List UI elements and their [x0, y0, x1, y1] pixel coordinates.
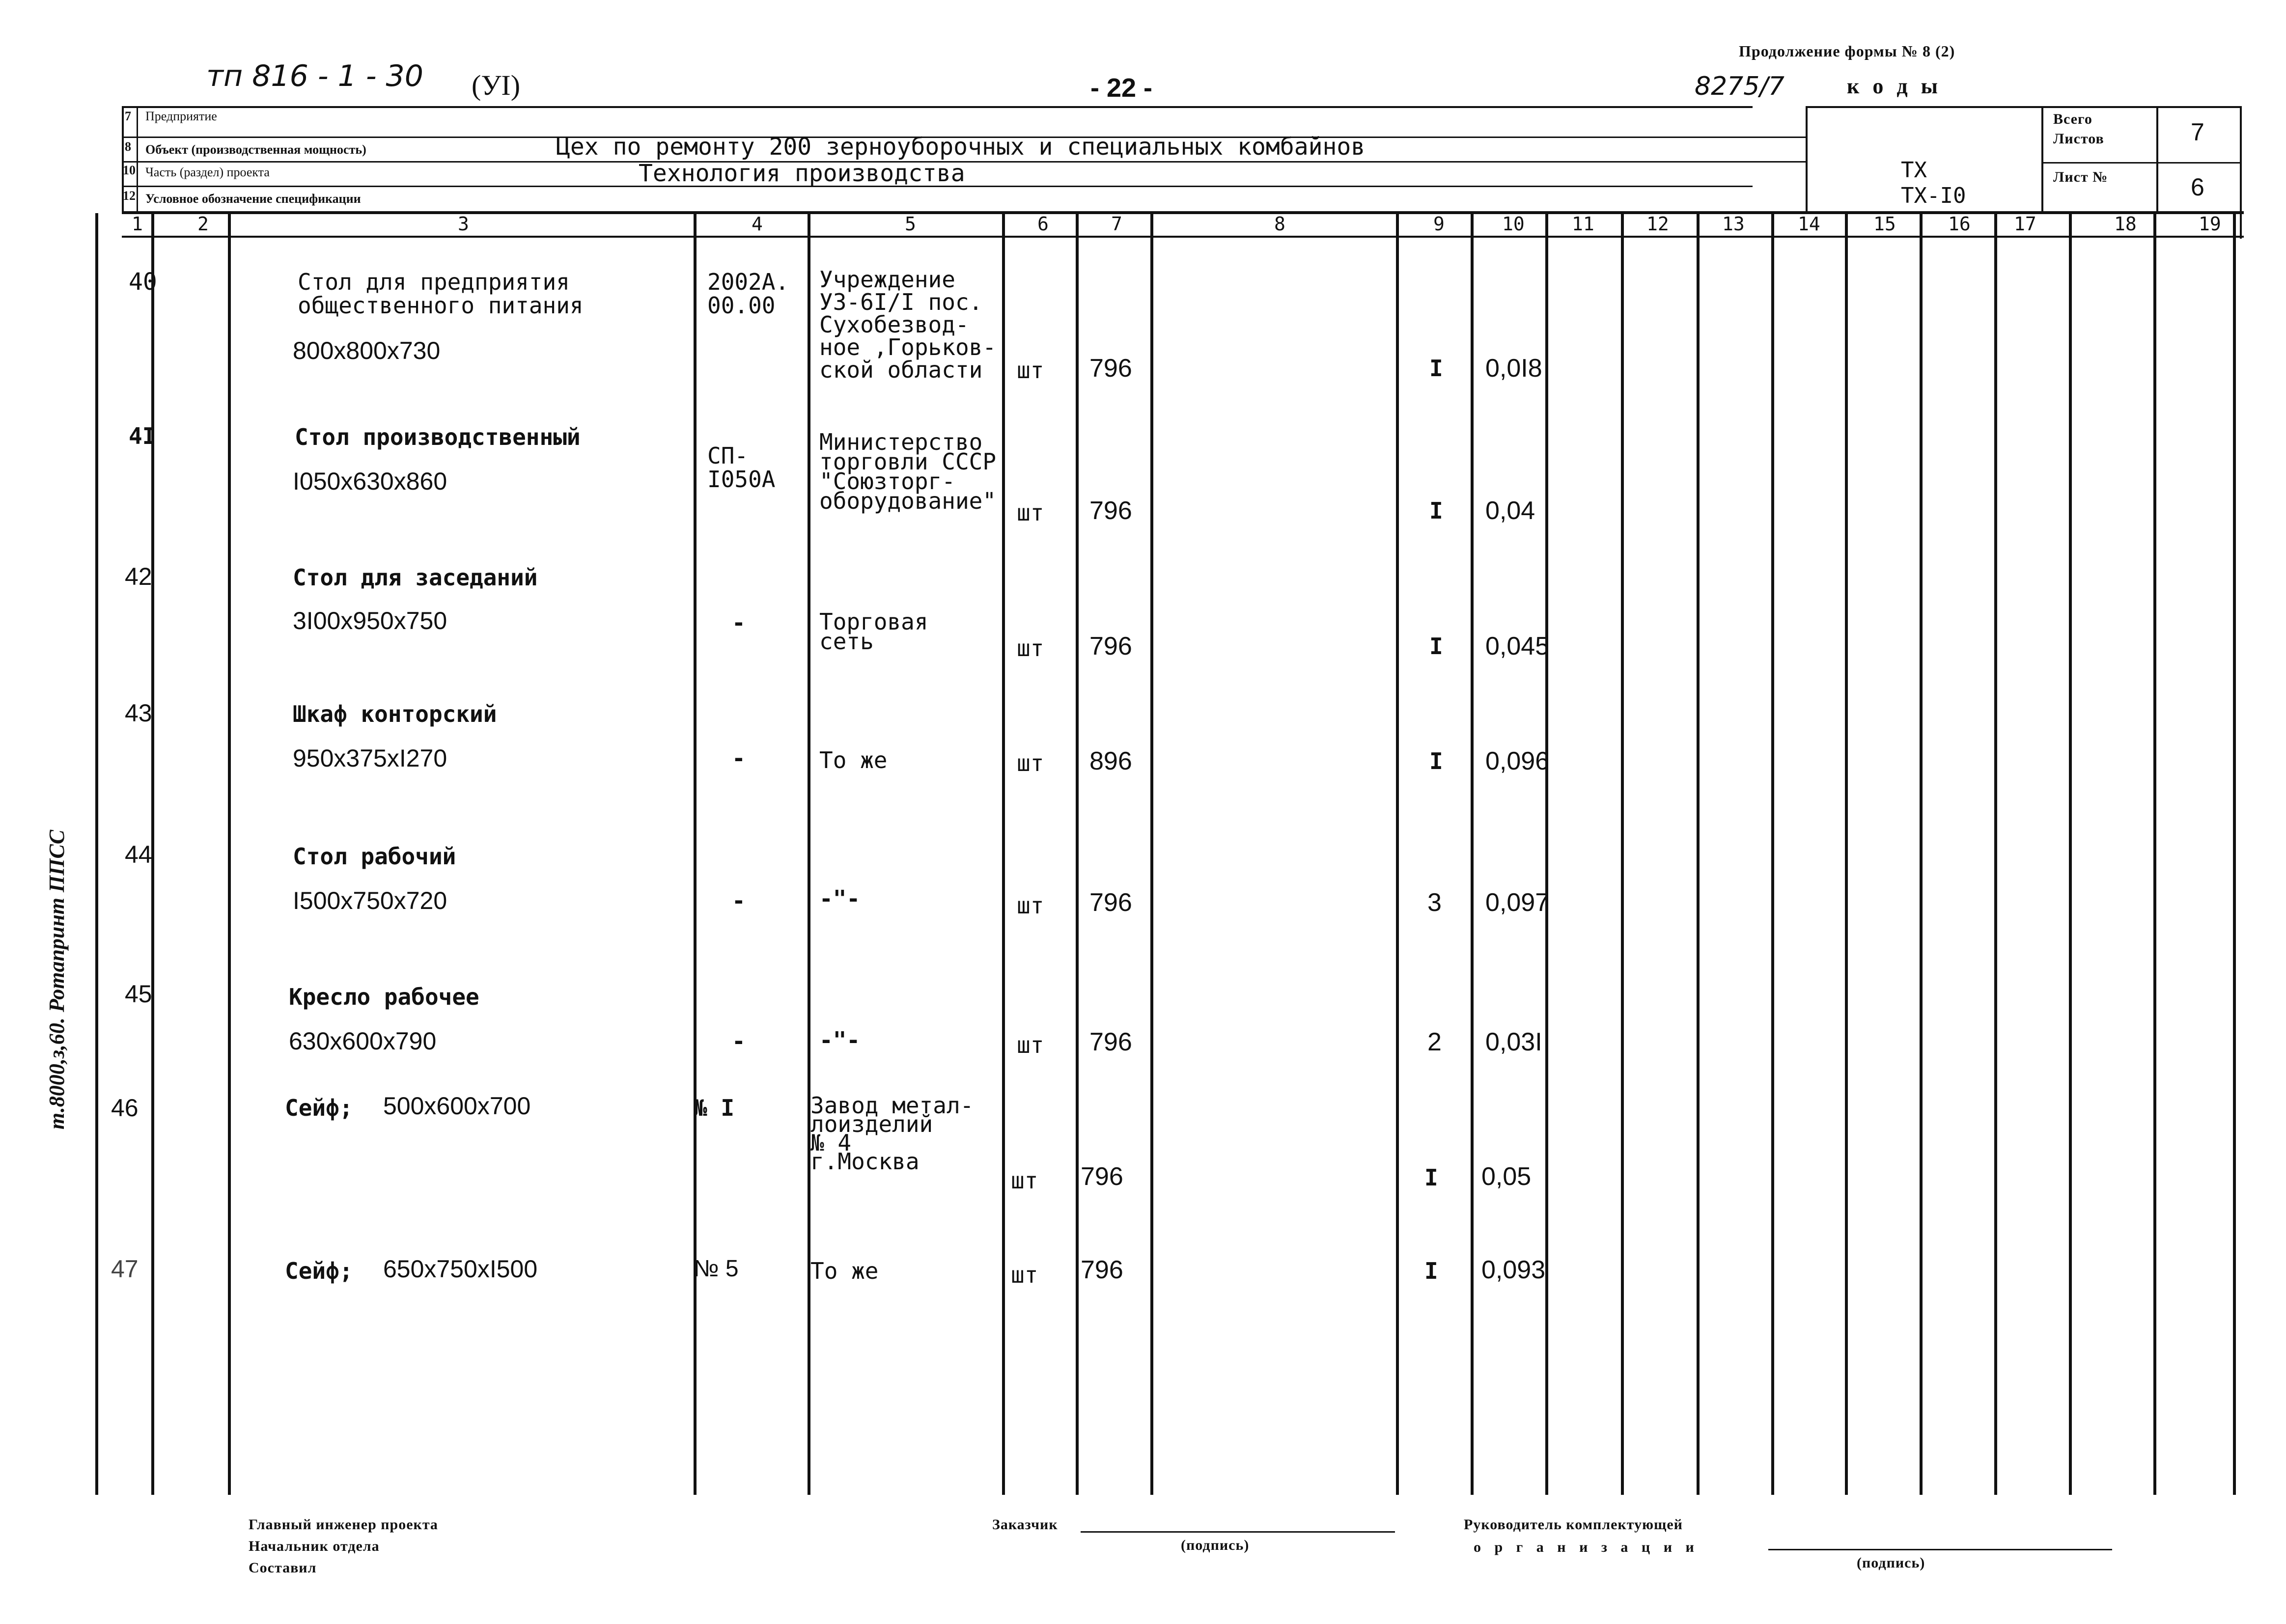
item-unit: шт	[1011, 1262, 1038, 1288]
item-weight: 0,05	[1481, 1162, 1532, 1191]
item-unit-code: 796	[1089, 354, 1132, 383]
row-number: 40	[129, 268, 157, 296]
column-divider	[1920, 213, 1923, 1495]
total-sheets-value: 7	[2191, 118, 2204, 146]
item-weight: 0,045	[1485, 632, 1550, 661]
col-num: 19	[2199, 213, 2221, 235]
col-num: 2	[197, 213, 209, 235]
column-divider	[2153, 213, 2156, 1495]
item-size: I500х750х720	[293, 887, 447, 914]
item-unit-code: 796	[1089, 1028, 1132, 1056]
column-divider	[1771, 213, 1774, 1495]
codes-top-border	[1808, 106, 2240, 108]
item-supplier: -"-	[819, 1027, 861, 1053]
row-number: 44	[125, 841, 152, 868]
col-num: 16	[1948, 213, 1971, 235]
supplier-org-label: о р г а н и з а ц и и	[1474, 1539, 1699, 1555]
total-sheets-label: Всего	[2053, 111, 2092, 127]
col-num: 6	[1037, 213, 1049, 235]
col-num: 14	[1798, 213, 1820, 235]
item-qty: I	[1429, 748, 1443, 774]
item-name: Стол рабочий	[293, 843, 456, 870]
item-size: 650х750хI500	[383, 1255, 538, 1283]
col-num: 9	[1433, 213, 1445, 235]
header-top-border	[122, 106, 1753, 108]
item-qty: I	[1429, 633, 1443, 660]
item-unit: шт	[1017, 357, 1044, 384]
header-row-num: 8	[125, 139, 131, 154]
customer-signature-caption: (подпись)	[1181, 1537, 1250, 1553]
item-name: Сейф;	[285, 1258, 353, 1284]
item-size: 500х600х700	[383, 1092, 531, 1120]
item-supplier: Учреждение УЗ-6I/I пос. Сухобезвод- ное ,Горьков- ской области	[819, 266, 997, 383]
part-code: ТХ	[1901, 158, 1927, 183]
sheet-no-label: Лист №	[2053, 169, 2108, 185]
col-num: 10	[1502, 213, 1525, 235]
item-supplier: То же	[810, 1258, 879, 1284]
item-code: -	[732, 1028, 746, 1054]
object-name: Цех по ремонту 200 зерноуборочных и специальных комбайнов	[556, 133, 1366, 161]
column-divider	[1471, 213, 1474, 1495]
column-divider	[1396, 213, 1399, 1495]
column-divider	[1845, 213, 1848, 1495]
item-qty: I	[1429, 497, 1443, 524]
customer-signature-line	[1081, 1531, 1395, 1533]
item-unit: шт	[1017, 892, 1044, 919]
header-num-divider	[137, 106, 138, 213]
col-num: 13	[1722, 213, 1745, 235]
item-unit-code: 796	[1081, 1162, 1123, 1191]
item-code: 2002А. 00.00	[707, 269, 789, 319]
col-num: 7	[1111, 213, 1122, 235]
customer-label: Заказчик	[992, 1516, 1058, 1533]
codes-divider	[2041, 106, 2043, 213]
row-number: 47	[111, 1255, 139, 1283]
item-unit-code: 796	[1089, 632, 1132, 661]
spec-code: ТХ-I0	[1901, 183, 1966, 208]
item-unit-code: 796	[1089, 888, 1132, 917]
item-unit: шт	[1017, 499, 1044, 526]
item-unit-code: 796	[1089, 496, 1132, 525]
header-row-num: 12	[123, 189, 136, 203]
header-row-label: Объект (производственная мощность)	[145, 142, 366, 157]
item-name: Кресло рабочее	[289, 984, 479, 1010]
item-name: Сейф;	[285, 1095, 353, 1121]
col-num: 3	[458, 213, 469, 235]
codes-mid-border	[2043, 162, 2240, 164]
table-left-border	[95, 213, 98, 1495]
column-divider	[228, 213, 231, 1495]
item-qty: 2	[1427, 1028, 1442, 1056]
codes-left-border	[1806, 106, 1808, 213]
item-supplier: Министерство торговли СССР "Союзторг- оборудование"	[819, 429, 997, 514]
item-qty: I	[1429, 355, 1443, 382]
side-print-mark: т.8000,з,60. Ротапринт ППСС	[45, 829, 69, 1129]
item-size: 950х375хI270	[293, 744, 447, 772]
column-divider	[2069, 213, 2072, 1495]
col-num: 4	[752, 213, 763, 235]
chief-engineer-label: Главный инженер проекта	[249, 1516, 438, 1533]
album-code: (УI)	[472, 69, 521, 101]
project-part: Технология производства	[639, 160, 965, 187]
header-row-label: Часть (раздел) проекта	[145, 165, 270, 179]
row-number: 46	[111, 1094, 139, 1122]
item-supplier: -"-	[819, 885, 861, 912]
item-name: Шкаф конторский	[293, 701, 497, 727]
supplier-head-label: Руководитель комплектующей	[1464, 1516, 1683, 1533]
col-num: 15	[1873, 213, 1896, 235]
item-qty: I	[1424, 1164, 1438, 1191]
item-code: -	[732, 745, 746, 771]
column-divider	[1697, 213, 1700, 1495]
form-continuation: Продолжение формы № 8 (2)	[1739, 42, 1955, 60]
column-divider	[694, 213, 697, 1495]
row-number: 42	[125, 563, 152, 590]
item-size: I050х630х860	[293, 468, 447, 495]
item-name: Стол для заседаний	[293, 564, 538, 591]
codes-right-border	[2240, 106, 2242, 239]
item-size: 630х600х790	[289, 1027, 437, 1055]
doc-code: тп 816 - 1 - 30	[206, 59, 423, 93]
header-row-num: 7	[125, 109, 131, 123]
item-unit-code: 796	[1081, 1256, 1123, 1284]
column-divider	[1076, 213, 1079, 1495]
column-divider	[1545, 213, 1548, 1495]
page-number: - 22 -	[1090, 73, 1153, 103]
item-weight: 0,0I8	[1485, 354, 1542, 383]
col-num: 12	[1646, 213, 1669, 235]
item-unit: шт	[1011, 1167, 1038, 1194]
header-row-label: Предприятие	[145, 109, 217, 123]
item-supplier: Торговая сеть	[819, 608, 928, 655]
column-divider	[808, 213, 810, 1495]
item-unit: шт	[1017, 635, 1044, 661]
item-unit-code: 896	[1089, 747, 1132, 775]
item-qty: 3	[1427, 888, 1442, 917]
row-number: 43	[125, 699, 152, 727]
col-num: 11	[1572, 213, 1594, 235]
order-code: 8275/7	[1695, 72, 1784, 101]
item-supplier: Завод метал- лоизделий № 4 г.Москва	[810, 1092, 974, 1175]
column-divider	[1002, 213, 1005, 1495]
codes-divider	[2156, 106, 2158, 213]
table-right-border	[2233, 213, 2236, 1495]
item-code: СП- I050А	[707, 442, 776, 493]
col-num: 8	[1274, 213, 1285, 235]
row-number: 4I	[129, 423, 156, 449]
item-weight: 0,04	[1485, 496, 1535, 525]
item-size: 3I00х950х750	[293, 607, 447, 634]
item-qty: I	[1424, 1258, 1438, 1284]
department-head-label: Начальник отдела	[249, 1538, 380, 1554]
header-row-num: 10	[123, 163, 136, 177]
row-number: 45	[125, 980, 152, 1008]
compiled-by-label: Составил	[249, 1560, 317, 1576]
column-divider	[1150, 213, 1153, 1495]
item-weight: 0,093	[1481, 1256, 1546, 1284]
supplier-signature-caption: (подпись)	[1857, 1555, 1925, 1571]
col-num: 5	[905, 213, 916, 235]
item-supplier: То же	[819, 747, 888, 773]
col-num: 18	[2114, 213, 2137, 235]
supplier-signature-line	[1768, 1549, 2112, 1550]
item-code: -	[732, 887, 746, 914]
column-number-bottom	[122, 236, 2244, 238]
sheet-no-value: 6	[2191, 173, 2204, 201]
item-weight: 0,096	[1485, 747, 1550, 775]
column-divider	[1994, 213, 1997, 1495]
item-unit: шт	[1017, 1032, 1044, 1058]
item-code: -	[732, 609, 746, 636]
item-code: № I	[694, 1095, 735, 1121]
total-sheets-label: Листов	[2053, 131, 2104, 147]
item-name: Стол для предприятия общественного питания	[298, 269, 584, 319]
item-name: Стол производственный	[295, 424, 581, 450]
item-size: 800х800х730	[293, 337, 441, 364]
header-bottom-border	[122, 211, 2244, 214]
item-unit: шт	[1017, 750, 1044, 776]
col-num: 17	[2014, 213, 2036, 235]
item-code: № 5	[694, 1256, 739, 1282]
item-weight: 0,03I	[1485, 1028, 1542, 1056]
header-row-label: Условное обозначение спецификации	[145, 192, 361, 206]
column-divider	[1621, 213, 1624, 1495]
codes-label: к о д ы	[1847, 74, 1942, 98]
item-weight: 0,097	[1485, 888, 1550, 917]
col-num: 1	[132, 213, 143, 235]
